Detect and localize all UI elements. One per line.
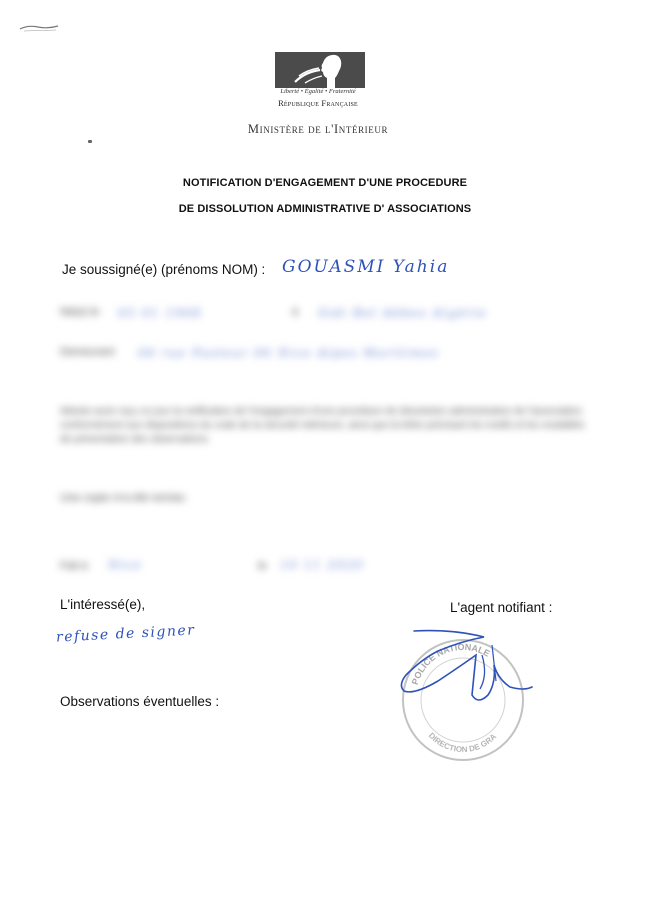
republic-name: République Française bbox=[278, 98, 358, 108]
redacted-birthplace-value: Sidi Bel Abbes Algérie bbox=[318, 306, 488, 320]
observations-label: Observations éventuelles : bbox=[60, 694, 220, 709]
scan-dot bbox=[88, 140, 92, 143]
redacted-birth-label: Né(e) le bbox=[60, 306, 100, 318]
name-value-handwritten: GOUASMI Yahia bbox=[282, 257, 450, 277]
redacted-place-label: Fait à bbox=[60, 560, 88, 572]
ministry-name: Ministère de l'Intérieur bbox=[247, 122, 389, 136]
redacted-place-value: Nice bbox=[108, 558, 143, 572]
republic-motto: Liberté • Égalité • Fraternité bbox=[280, 88, 356, 95]
name-label: Je soussigné(e) (prénoms NOM) : bbox=[62, 262, 266, 277]
document-title-line-2: DE DISSOLUTION ADMINISTRATIVE D' ASSOCIATIONS bbox=[178, 203, 472, 215]
redacted-address-label: Demeurant bbox=[60, 346, 115, 358]
agent-signature bbox=[392, 625, 542, 715]
redacted-address-value: 06 rue Pasteur 06 Nice Alpes Maritimes bbox=[138, 346, 440, 360]
interested-party-label: L'intéressé(e), bbox=[60, 597, 146, 612]
notifying-agent-label: L'agent notifiant : bbox=[450, 600, 553, 615]
redacted-copy-line: Une copie m'a été remise. bbox=[60, 492, 188, 504]
document-title-line-1: NOTIFICATION D'ENGAGEMENT D'UNE PROCEDURE bbox=[182, 177, 468, 189]
redacted-paragraph: Atteste avoir reçu ce jour la notification de l'engagement d'une procédure de dissolution administrative de l'association conformément aux dispositions du code de la sécurité intérieure, ainsi que la lettre précisant les motifs et les modalités de présentation des observations. bbox=[60, 406, 585, 445]
refusal-note-handwritten: refuse de signer bbox=[55, 622, 196, 646]
scan-artifact bbox=[18, 22, 60, 32]
marianne-profile-icon bbox=[275, 52, 365, 88]
redacted-birthplace-label: à bbox=[292, 306, 299, 318]
redacted-date-value: 10 11 2020 bbox=[280, 558, 364, 572]
stamp-text-top: POLICE NATIONALE bbox=[409, 641, 492, 686]
stamp-text-bottom: DIRECTION DE GRA bbox=[426, 730, 499, 755]
redacted-birth-value: 05 01 1968 bbox=[118, 306, 202, 320]
redacted-date-label: le bbox=[258, 560, 267, 572]
